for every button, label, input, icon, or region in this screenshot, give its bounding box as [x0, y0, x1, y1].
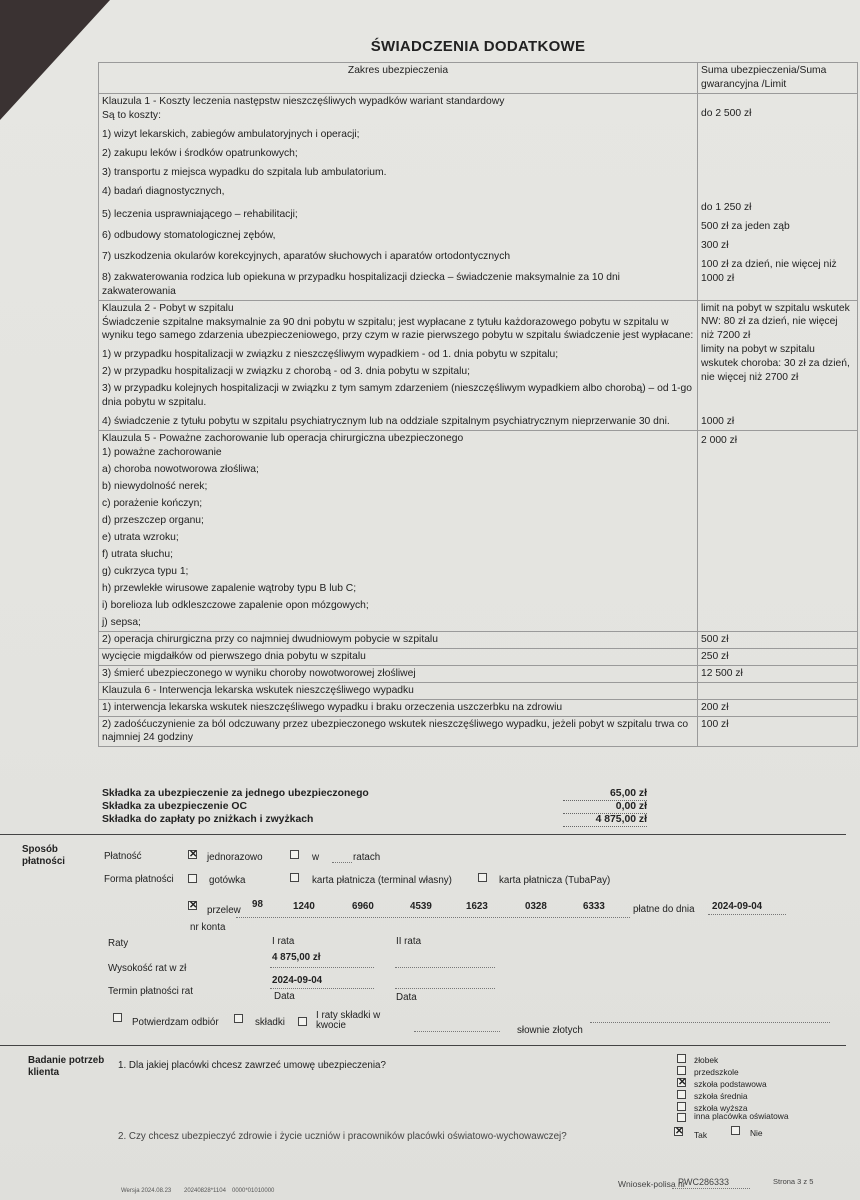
clause-1-item: 8) zakwaterowania rodzica lub opiekuna w przypadku hospitalizacji dziecka – świadczenie maksymalnie za 10 dni zakwaterowania: [102, 271, 620, 297]
summary-value: 65,00 zł: [563, 788, 647, 801]
payment-section-label: Sposób płatności: [22, 844, 66, 867]
first-installment-checkbox[interactable]: [298, 1017, 307, 1026]
second-installment-header: II rata: [396, 936, 422, 947]
clause-5-item: g) cukrzyca typu 1;: [102, 566, 189, 578]
clause-6-title: Klauzula 6 - Interwencja lekarska wskutek nieszczęśliwego wypadku: [99, 682, 698, 699]
limit-value: 2 000 zł: [701, 435, 738, 447]
option-label: szkoła podstawowa: [694, 1079, 767, 1089]
clause-2-title: Klauzula 2 - Pobyt w szpitalu: [102, 302, 234, 314]
clause-5-item: f) utrata słuchu;: [102, 549, 173, 561]
clause-1-item: 3) transportu z miejsca wypadku do szpitala lub ambulatorium.: [102, 166, 387, 178]
due-date-value: 2024-09-04: [712, 901, 763, 912]
amount-in-words-field[interactable]: [590, 1022, 830, 1023]
cash-label: gotówka: [209, 875, 246, 886]
installment-term-label: Termin płatności rat: [108, 986, 193, 997]
limit-value: 500 zł za jeden ząb: [701, 220, 790, 232]
clause-5-title: Klauzula 5 - Poważne zachorowanie lub operacja chirurgiczna ubezpieczonego: [102, 433, 464, 445]
clause-2-item: 1) w przypadku hospitalizacji w związku z nieszczęśliwym wypadkiem - od 1. dnia pobytu w szpitalu;: [102, 349, 559, 361]
clause-5-item: d) przeszczep organu;: [102, 515, 204, 527]
option-checkbox[interactable]: [677, 1054, 686, 1063]
option-checkbox[interactable]: [677, 1113, 686, 1122]
clause-5-item: h) przewlekłe wirusowe zapalenie wątroby typu B lub C;: [102, 583, 357, 595]
transfer-checkbox[interactable]: ✕: [189, 900, 198, 911]
column-header-sum: Suma ubezpieczenia/Suma gwarancyjna /Limit: [698, 63, 858, 94]
account-digits: 0328: [525, 901, 547, 912]
option-checkbox[interactable]: [677, 1102, 686, 1111]
page-corner-shadow: [0, 0, 110, 120]
limit-illness: limity na pobyt w szpitalu wskutek choroba: 30 zł za dzień, nie więcej niż 2700 zł: [701, 344, 850, 384]
premium-checkbox[interactable]: [234, 1014, 243, 1023]
option-label: szkoła wyższa: [694, 1103, 748, 1113]
confirm-receipt-label: Potwierdzam odbiór: [132, 1017, 219, 1028]
clause-5-item: c) porażenie kończyn;: [102, 498, 203, 510]
no-label: Nie: [750, 1128, 763, 1138]
version-code: Wersja 2024.08.23: [121, 1188, 172, 1194]
summary-label: Składka za ubezpieczenie OC: [102, 801, 247, 812]
divider: [0, 1045, 846, 1046]
clause-5-item: j) sepsa;: [102, 617, 141, 629]
account-digits: 4539: [410, 901, 432, 912]
payment-form-label: Forma płatności: [104, 874, 174, 885]
page-number: Strona 3 z 5: [773, 1177, 814, 1186]
option-label: przedszkole: [694, 1067, 739, 1077]
option-checkbox[interactable]: [677, 1090, 686, 1099]
first-installment-amount: 4 875,00 zł: [272, 952, 321, 963]
clause-1-cell: [99, 93, 698, 300]
card-tubapay-checkbox[interactable]: [478, 873, 487, 882]
first-installment-term: 2024-09-04: [272, 975, 323, 986]
clause-1-item: 6) odbudowy stomatologicznej zębów,: [102, 229, 276, 241]
date-label: Data: [396, 992, 417, 1003]
summary-row: [102, 788, 647, 801]
option-label: szkoła średnia: [694, 1091, 748, 1101]
needs-section-label: Badanie potrzeb klienta: [28, 1055, 105, 1078]
option-label: żłobek: [694, 1055, 719, 1065]
one-time-label: jednorazowo: [207, 852, 263, 863]
yes-checkbox[interactable]: ✕: [675, 1126, 684, 1137]
payment-label: Płatność: [104, 851, 142, 862]
premium-label: składki: [255, 1017, 285, 1028]
table-row: wycięcie migdałków od pierwszego dnia pobytu w szpitalu: [99, 649, 698, 666]
clause-5-item: 1) poważne zachorowanie: [102, 447, 222, 459]
clause-1-limits: [698, 93, 858, 300]
cash-checkbox[interactable]: [188, 874, 197, 883]
amount-field[interactable]: [414, 1031, 500, 1032]
clause-1-intro: Są to koszty:: [102, 109, 161, 121]
question-1: 1. Dla jakiej placówki chcesz zawrzeć umowę ubezpieczenia?: [118, 1060, 386, 1071]
clause-5-cell: [99, 431, 698, 632]
premium-summary: [102, 788, 647, 827]
account-digits: 6333: [583, 901, 605, 912]
clause-5-limit: [698, 431, 858, 632]
account-label: nr konta: [190, 922, 226, 933]
clause-1-item: 5) leczenia usprawniającego – rehabilitacji;: [102, 208, 298, 220]
limit-value: do 2 500 zł: [701, 107, 752, 119]
table-row: 2) operacja chirurgiczna przy co najmniej dwudniowym pobycie w szpitalu: [99, 632, 698, 649]
account-digits: 6960: [352, 901, 374, 912]
question-2: 2. Czy chcesz ubezpieczyć zdrowie i życie uczniów i pracowników placówki oświatowo-wychowawczej?: [118, 1131, 567, 1142]
summary-row: [102, 801, 647, 814]
clause-2-item: 4) świadczenie z tytułu pobytu w szpitalu psychiatrycznym lub na oddziale szpitalnym psychiatrycznym nieprzerwanie 30 dni.: [102, 416, 670, 428]
due-date-label: płatne do dnia: [633, 904, 695, 915]
summary-value: 0,00 zł: [563, 801, 647, 814]
clause-2-body: Świadczenie szpitalne maksymalnie za 90 dni pobytu w szpitalu; jest wypłacane z tytułu każdorazowego pobytu w szpitalu w wyniku tego samego zdarzenia ubezpieczeniowego, przy czym w razie pierwszego pobytu w szpitalu świadczenie jest wypłacane:: [102, 316, 694, 342]
document-code: 0000*01010000: [232, 1188, 275, 1194]
option-checkbox-selected[interactable]: ✕: [678, 1077, 687, 1088]
limit-value: do 1 250 zł: [701, 201, 752, 213]
clause-1-title: Klauzula 1 - Koszty leczenia następstw nieszczęśliwych wypadków wariant standardowy: [102, 95, 505, 107]
first-installment-amount-label: I raty składki w kwocie: [316, 1010, 381, 1032]
installments-checkbox[interactable]: [290, 850, 299, 859]
account-digits: 1240: [293, 901, 315, 912]
first-installment-term-field[interactable]: [270, 988, 374, 989]
limit-value: 200 zł: [698, 699, 858, 716]
clause-5-item: i) borelioza lub odkleszczowe zapalenie opon mózgowych;: [102, 600, 369, 612]
summary-value: 4 875,00 zł: [563, 814, 647, 827]
first-installment-amount-field[interactable]: [270, 967, 374, 968]
account-digits: 1623: [466, 901, 488, 912]
clause-2-limits: [698, 300, 858, 431]
limit-value: 500 zł: [698, 632, 858, 649]
first-installment-header: I rata: [272, 936, 295, 947]
clause-1-item: 1) wizyt lekarskich, zabiegów ambulatoryjnych i operacji;: [102, 128, 360, 140]
clause-1-item: 7) uszkodzenia okularów korekcyjnych, aparatów słuchowych i aparatów ortodontycznych: [102, 250, 511, 262]
clause-5-item: b) niewydolność nerek;: [102, 481, 208, 493]
clause-2-cell: [99, 300, 698, 431]
column-header-scope: Zakres ubezpieczenia: [99, 63, 698, 94]
option-checkbox[interactable]: [677, 1066, 686, 1075]
no-checkbox[interactable]: [731, 1126, 740, 1135]
second-installment-term-field[interactable]: [395, 988, 495, 989]
table-row: 3) śmierć ubezpieczonego w wyniku choroby nowotworowej złośliwej: [99, 665, 698, 682]
clause-1-item: 4) badań diagnostycznych,: [102, 185, 225, 197]
in-label: w: [312, 852, 320, 863]
policy-number: PWC286333: [678, 1177, 730, 1187]
empty-cell: [698, 682, 858, 699]
account-number-field[interactable]: [236, 917, 630, 918]
table-row: 1) interwencja lekarska wskutek nieszczęśliwego wypadku i braku orzeczenia uszczerbku na zdrowiu: [99, 699, 698, 716]
benefits-table: [98, 62, 858, 747]
summary-label: Składka za ubezpieczenie za jednego ubezpieczonego: [102, 788, 369, 799]
policy-number-field: [672, 1188, 750, 1189]
clause-2-item: 2) w przypadku hospitalizacji w związku z chorobą - od 3. dnia pobytu w szpitalu;: [102, 366, 471, 378]
limit-value: 250 zł: [698, 649, 858, 666]
table-row: 2) zadośćuczynienie za ból odczuwany przez ubezpieczonego wskutek nieszczęśliwego wypadku, jeżeli pobyt w szpitalu trwa co najmniej 24 godziny: [99, 716, 698, 747]
clause-5-item: e) utrata wzroku;: [102, 532, 179, 544]
card-own-label: karta płatnicza (terminal własny): [312, 875, 452, 886]
due-date-field[interactable]: [708, 914, 786, 915]
summary-row: [102, 814, 647, 827]
option-label: inna placówka oświatowa: [694, 1111, 789, 1121]
clause-2-item: 3) w przypadku kolejnych hospitalizacji w związku z tym samym zdarzeniem (nieszczęśliwym wypadkiem albo chorobą) – od 1-go dnia pobytu w szpitalu.: [102, 383, 693, 409]
card-own-checkbox[interactable]: [290, 873, 299, 882]
section-title: ŚWIADCZENIA DODATKOWE: [370, 38, 586, 55]
installments-label: ratach: [353, 852, 381, 863]
divider: [0, 834, 846, 835]
second-installment-amount-field[interactable]: [395, 967, 495, 968]
yes-label: Tak: [694, 1130, 708, 1140]
limit-value: 100 zł za dzień, nie więcej niż 1000 zł: [701, 258, 837, 284]
summary-label: Składka do zapłaty po zniżkach i zwyżkach: [102, 814, 314, 825]
clause-5-item: a) choroba nowotworowa złośliwa;: [102, 464, 259, 476]
document-code: 20240828*1104: [184, 1188, 226, 1194]
transfer-label: przelew: [207, 905, 241, 916]
account-digits: 98: [252, 899, 263, 910]
limit-value: 100 zł: [698, 716, 858, 747]
limit-value: 12 500 zł: [698, 665, 858, 682]
installment-amount-label: Wysokość rat w zł: [108, 963, 187, 974]
limit-psychiatric: 1000 zł: [701, 415, 735, 427]
clause-1-item: 2) zakupu leków i środków opatrunkowych;: [102, 147, 298, 159]
date-label: Data: [274, 991, 295, 1002]
confirm-receipt-checkbox[interactable]: [113, 1013, 122, 1022]
card-tubapay-label: karta płatnicza (TubaPay): [499, 875, 611, 886]
installments-count-field[interactable]: [332, 862, 352, 863]
limit-nw: limit na pobyt w szpitalu wskutek NW: 80 zł za dzień, nie więcej niż 7200 zł: [701, 302, 850, 342]
installments-section-label: Raty: [108, 938, 129, 949]
one-time-checkbox[interactable]: ✕: [189, 849, 198, 860]
policy-label: Wniosek-polisa nr: [618, 1179, 686, 1189]
amount-in-words-label: słownie złotych: [517, 1025, 583, 1036]
limit-value: 300 zł: [701, 239, 729, 251]
